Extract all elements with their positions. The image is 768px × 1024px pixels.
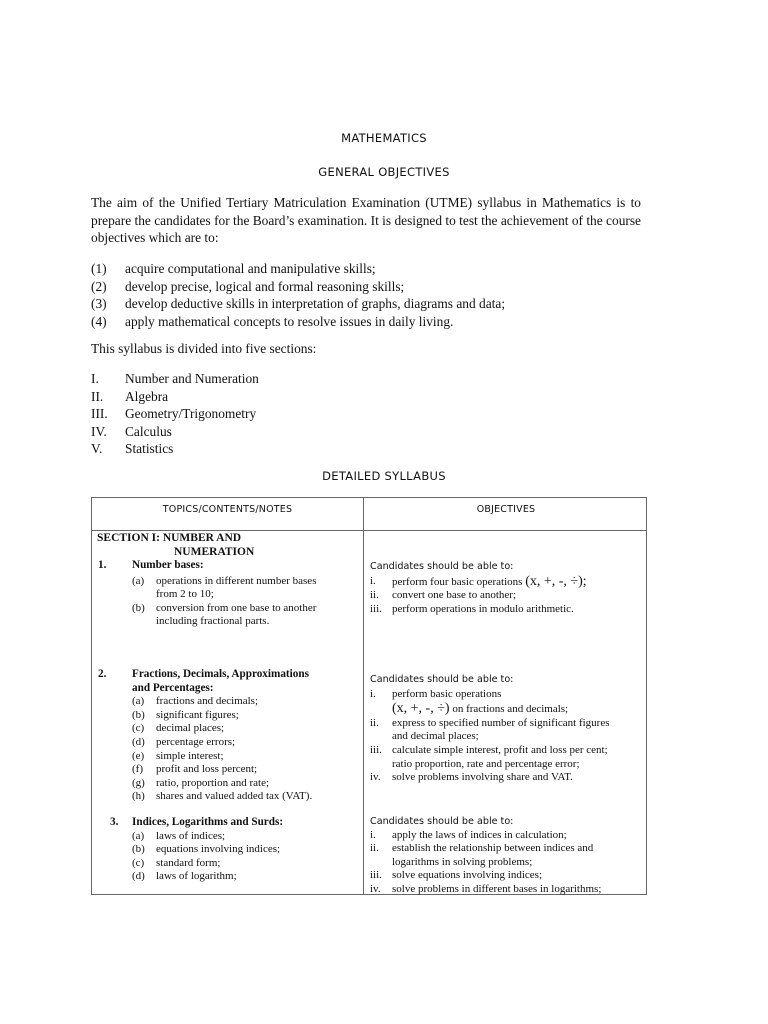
- item-text: percentage errors;: [156, 735, 236, 748]
- item-label: (b): [132, 601, 145, 614]
- page-title: MATHEMATICS: [341, 131, 427, 145]
- item-text: including fractional parts.: [156, 615, 270, 628]
- item-label: iii.: [370, 869, 382, 882]
- topic-title: and Percentages:: [132, 681, 214, 694]
- section-heading-detailed-syllabus: DETAILED SYLLABUS: [322, 469, 446, 483]
- section-heading-general-objectives: GENERAL OBJECTIVES: [318, 165, 450, 179]
- item-text: apply the laws of indices in calculation;: [392, 828, 567, 841]
- item-label: (f): [132, 763, 143, 776]
- objectives-intro: Candidates should be able to:: [370, 561, 514, 572]
- syllabus-table: [91, 497, 647, 895]
- sections-list: [91, 370, 491, 458]
- item-label: (e): [132, 749, 145, 762]
- list-item-text: Statistics: [125, 441, 174, 456]
- list-item-text: develop deductive skills in interpretation of graphs, diagrams and data;: [125, 296, 506, 311]
- item-text: convert one base to another;: [392, 589, 517, 602]
- item-label: i.: [370, 687, 376, 700]
- list-item-number: III.: [91, 406, 108, 421]
- list-item-number: V.: [91, 441, 103, 456]
- table-header-topics: TOPICS/CONTENTS/NOTES: [162, 504, 293, 515]
- item-text: standard form;: [156, 856, 221, 869]
- item-text: perform operations in modulo arithmetic.: [392, 602, 574, 615]
- list-item-text: Algebra: [125, 388, 169, 404]
- item-text: laws of indices;: [156, 829, 226, 842]
- item-label: (g): [132, 776, 145, 789]
- list-item: [91, 388, 491, 406]
- list-item-number: I.: [91, 371, 99, 386]
- list-item: [91, 278, 651, 296]
- topic-title: Fractions, Decimals, Approximations: [132, 668, 309, 680]
- item-text: on fractions and decimals;: [452, 703, 569, 716]
- item-text: establish the relationship between indices and: [392, 842, 594, 855]
- objectives-indices-logarithms: [370, 815, 642, 897]
- operations-symbols: (x, +, -, ÷);: [525, 573, 587, 589]
- table-header-objectives: OBJECTIVES: [476, 504, 536, 515]
- table-column-divider: [363, 498, 364, 894]
- section-heading-line: NUMERATION: [174, 545, 255, 558]
- item-text: perform basic operations: [392, 687, 502, 700]
- list-item-number: IV.: [91, 423, 107, 439]
- list-item-number: (3): [91, 296, 107, 311]
- item-text: equations involving indices;: [156, 843, 281, 856]
- table-section-heading: [97, 532, 357, 559]
- list-item-number: II.: [91, 388, 104, 404]
- item-text: ratio proportion, rate and percentage error;: [392, 757, 580, 770]
- item-text: fractions and decimals;: [156, 695, 259, 708]
- item-label: i.: [370, 828, 376, 841]
- item-label: (c): [132, 856, 145, 869]
- item-text: operations in different number bases: [156, 574, 317, 587]
- list-item-number: (4): [91, 313, 107, 329]
- item-label: iii.: [370, 602, 382, 615]
- objectives-number-bases: [370, 560, 642, 616]
- topic-indices-logarithms: [98, 816, 360, 884]
- operations-symbols: (x, +, -, ÷): [392, 701, 450, 717]
- item-text: solve problems involving share and VAT.: [392, 771, 573, 784]
- list-item-number: (2): [91, 278, 107, 294]
- list-item-number: (1): [91, 261, 107, 276]
- item-text: logarithms in solving problems;: [392, 855, 533, 868]
- list-item-text: Calculus: [125, 423, 172, 439]
- item-label: (d): [132, 870, 145, 883]
- list-item: [91, 313, 651, 331]
- item-text: ratio, proportion and rate;: [156, 776, 270, 789]
- list-item-text: acquire computational and manipulative skills;: [125, 261, 376, 276]
- item-label: ii.: [370, 716, 379, 729]
- item-text: simple interest;: [156, 749, 224, 762]
- topic-fractions-decimals: [98, 668, 360, 804]
- item-text: from 2 to 10;: [156, 588, 214, 601]
- item-text: and decimal places;: [392, 730, 479, 743]
- list-item: [91, 370, 491, 388]
- list-item-text: apply mathematical concepts to resolve issues in daily living.: [125, 313, 454, 329]
- item-label: iv.: [370, 771, 381, 784]
- item-label: (d): [132, 735, 145, 748]
- section-heading-line: SECTION I: NUMBER AND: [97, 532, 242, 544]
- topic-number: 1.: [98, 559, 107, 571]
- item-label: (a): [132, 574, 145, 587]
- topic-number: 3.: [110, 816, 119, 828]
- item-label: iv.: [370, 882, 381, 895]
- list-item-text: develop precise, logical and formal reasoning skills;: [125, 278, 405, 294]
- list-item: [91, 260, 651, 278]
- item-label: ii.: [370, 589, 379, 602]
- item-text: perform four basic operations: [392, 575, 523, 588]
- objectives-intro: Candidates should be able to:: [370, 674, 514, 685]
- item-label: (a): [132, 695, 145, 708]
- list-item-text: Geometry/Trigonometry: [125, 406, 257, 421]
- item-label: (a): [132, 829, 145, 842]
- item-label: (c): [132, 722, 145, 735]
- item-text: profit and loss percent;: [156, 763, 258, 776]
- item-text: shares and valued added tax (VAT).: [156, 790, 313, 803]
- list-item-text: Number and Numeration: [125, 371, 259, 386]
- item-text: solve equations involving indices;: [392, 869, 543, 882]
- item-text: laws of logarithm;: [156, 870, 237, 883]
- item-label: iii.: [370, 743, 382, 756]
- objectives-fractions-decimals: [370, 673, 642, 785]
- item-label: (b): [132, 843, 145, 856]
- topic-title: Number bases:: [132, 559, 204, 571]
- item-label: i.: [370, 574, 376, 587]
- list-item: [91, 295, 651, 313]
- objectives-intro: Candidates should be able to:: [370, 816, 514, 827]
- topic-title: Indices, Logarithms and Surds:: [132, 816, 284, 828]
- item-text: significant figures;: [156, 708, 239, 721]
- item-label: (h): [132, 790, 145, 803]
- intro-paragraph: The aim of the Unified Tertiary Matriculation Examination (UTME) syllabus in Mathematics is to prepare the candidates for the Board’s examination. It is designed to test the achievement of the course objectives which are to:: [91, 195, 641, 245]
- topic-number: 2.: [98, 668, 107, 680]
- objectives-list: [91, 260, 651, 330]
- item-text: solve problems in different bases in logarithms;: [392, 882, 602, 895]
- list-item: [91, 440, 491, 458]
- item-text: conversion from one base to another: [156, 601, 317, 614]
- list-item: [91, 405, 491, 423]
- item-text: calculate simple interest, profit and loss per cent;: [392, 743, 608, 756]
- sections-intro: This syllabus is divided into five sections:: [91, 341, 317, 356]
- topic-number-bases: [98, 559, 360, 629]
- item-label: (b): [132, 708, 145, 721]
- item-text: decimal places;: [156, 722, 225, 735]
- list-item: [91, 423, 491, 441]
- item-text: express to specified number of significant figures: [392, 716, 610, 729]
- table-header-divider: [92, 530, 646, 531]
- item-label: ii.: [370, 842, 379, 855]
